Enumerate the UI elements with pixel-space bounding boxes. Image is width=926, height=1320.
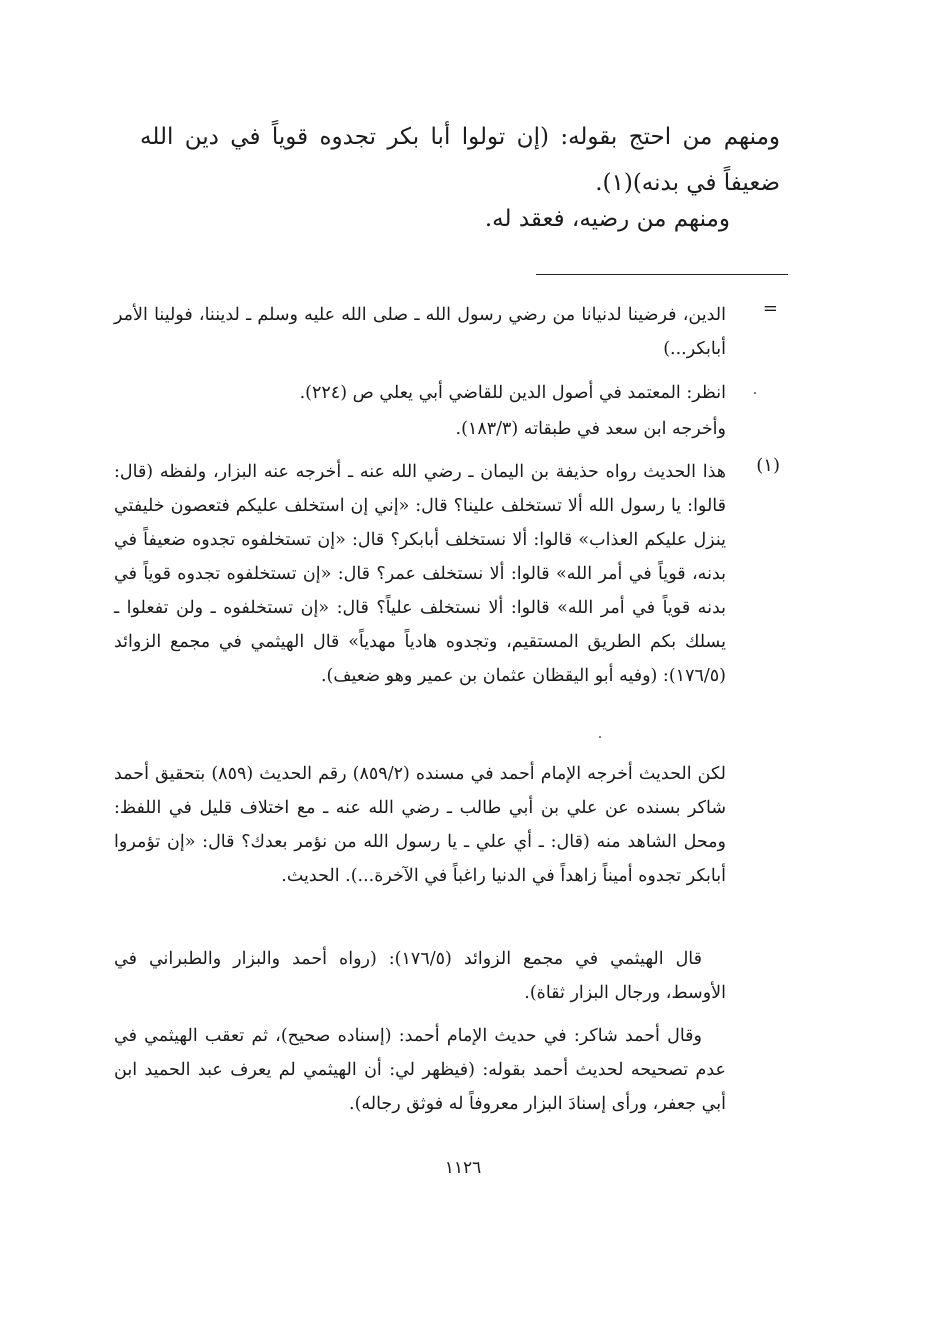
footnote-continuation [114,298,726,366]
footnote-1-paragraph-2 [114,757,726,893]
scan-speck [754,392,756,394]
scan-speck [599,736,601,738]
footnote-1-text-2: لكن الحديث أخرجه الإمام أحمد في مسنده (٨٥٩/٢) رقم الحديث (٨٥٩) بتحقيق أحمد شاكر بسنده عن علي بن أبي طالب ـ رضي الله عنه ـ مع اختلاف قليل في اللفظ: ومحل الشاهد منه (قال: ـ أي علي ـ يا رسول الله من نؤمر بعدك؟ قال: «إن تؤمروا أبابكر تجدوه أميناً زاهداً في الدنيا راغباً في الآخرة...). الحديث. [114,764,726,886]
footnote-1-paragraph-4 [114,1019,726,1121]
footnote-separator [536,274,788,275]
footnote-reference-ibn-saad [114,412,726,446]
footnote-anzur-text: انظر: المعتمد في أصول الدين للقاضي أبي يعلي ص (٢٢٤). [299,383,726,403]
main-text-2: ومنهم من رضيه، فعقد له. [484,206,730,232]
footnote-1-paragraph-3 [114,942,726,1010]
footnote-1-marker: (١) [756,455,780,476]
main-paragraph-2 [140,196,730,242]
main-paragraph-1 [140,114,780,206]
footnote-reference-anzur [114,376,726,410]
page-number: ١١٢٦ [444,1158,482,1178]
footnote-continuation-marker: = [762,298,778,319]
footnote-1-text-3: قال الهيثمي في مجمع الزوائد (١٧٦/٥): (رواه أحمد والبزار والطبراني في الأوسط، ورجال البزار ثقاة). [114,949,726,1003]
footnote-1-text-4: وقال أحمد شاكر: في حديث الإمام أحمد: (إسناده صحيح)، ثم تعقب الهيثمي في عدم تصحيحه لحديث أحمد بقوله: (فيظهر لي: أن الهيثمي لم يعرف عبد الحميد ابن أبي جعفر، ورأى إسنادَ البزار معروفاً له فوثق رجاله). [114,1026,726,1114]
footnote-akhrajahu-text: وأخرجه ابن سعد في طبقاته (١٨٣/٣). [455,419,726,439]
main-text-1: ومنهم من احتج بقوله: (إن تولوا أبا بكر تجدوه قوياً في دين الله ضعيفاً في بدنه)(١). [140,124,780,196]
footnote-1-paragraph-1 [114,455,726,693]
footnote-continuation-text: الدين، فرضينا لدنيانا من رضي رسول الله ـ صلى الله عليه وسلم ـ لديننا، فولينا الأمر أبابكر...) [114,305,726,359]
footnote-1-text-1: هذا الحديث رواه حذيفة بن اليمان ـ رضي الله عنه ـ أخرجه عنه البزار، ولفظه (قال: قالوا: يا رسول الله ألا تستخلف علينا؟ قال: «إني إن استخلف عليكم فتعصون خليفتي ينزل عليكم العذاب» قالوا: ألا نستخلف أبابكر؟ قال: «إن تستخلفوه تجدوه ضعيفاً في بدنه، قوياً في أمر الله» قالوا: ألا نستخلف عمر؟ قال: «إن تستخلفوه تجدوه قوياً في بدنه قوياً في أمر الله» قالوا: ألا نستخلف علياً؟ قال: «إن تستخلفوه ـ ولن تفعلوا ـ يسلك بكم الطريق المستقيم، وتجدوه هادياً مهدياً» قال الهيثمي في مجمع الزوائد (١٧٦/٥): (وفيه أبو اليقظان عثمان بن عمير وهو ضعيف). [114,462,726,686]
